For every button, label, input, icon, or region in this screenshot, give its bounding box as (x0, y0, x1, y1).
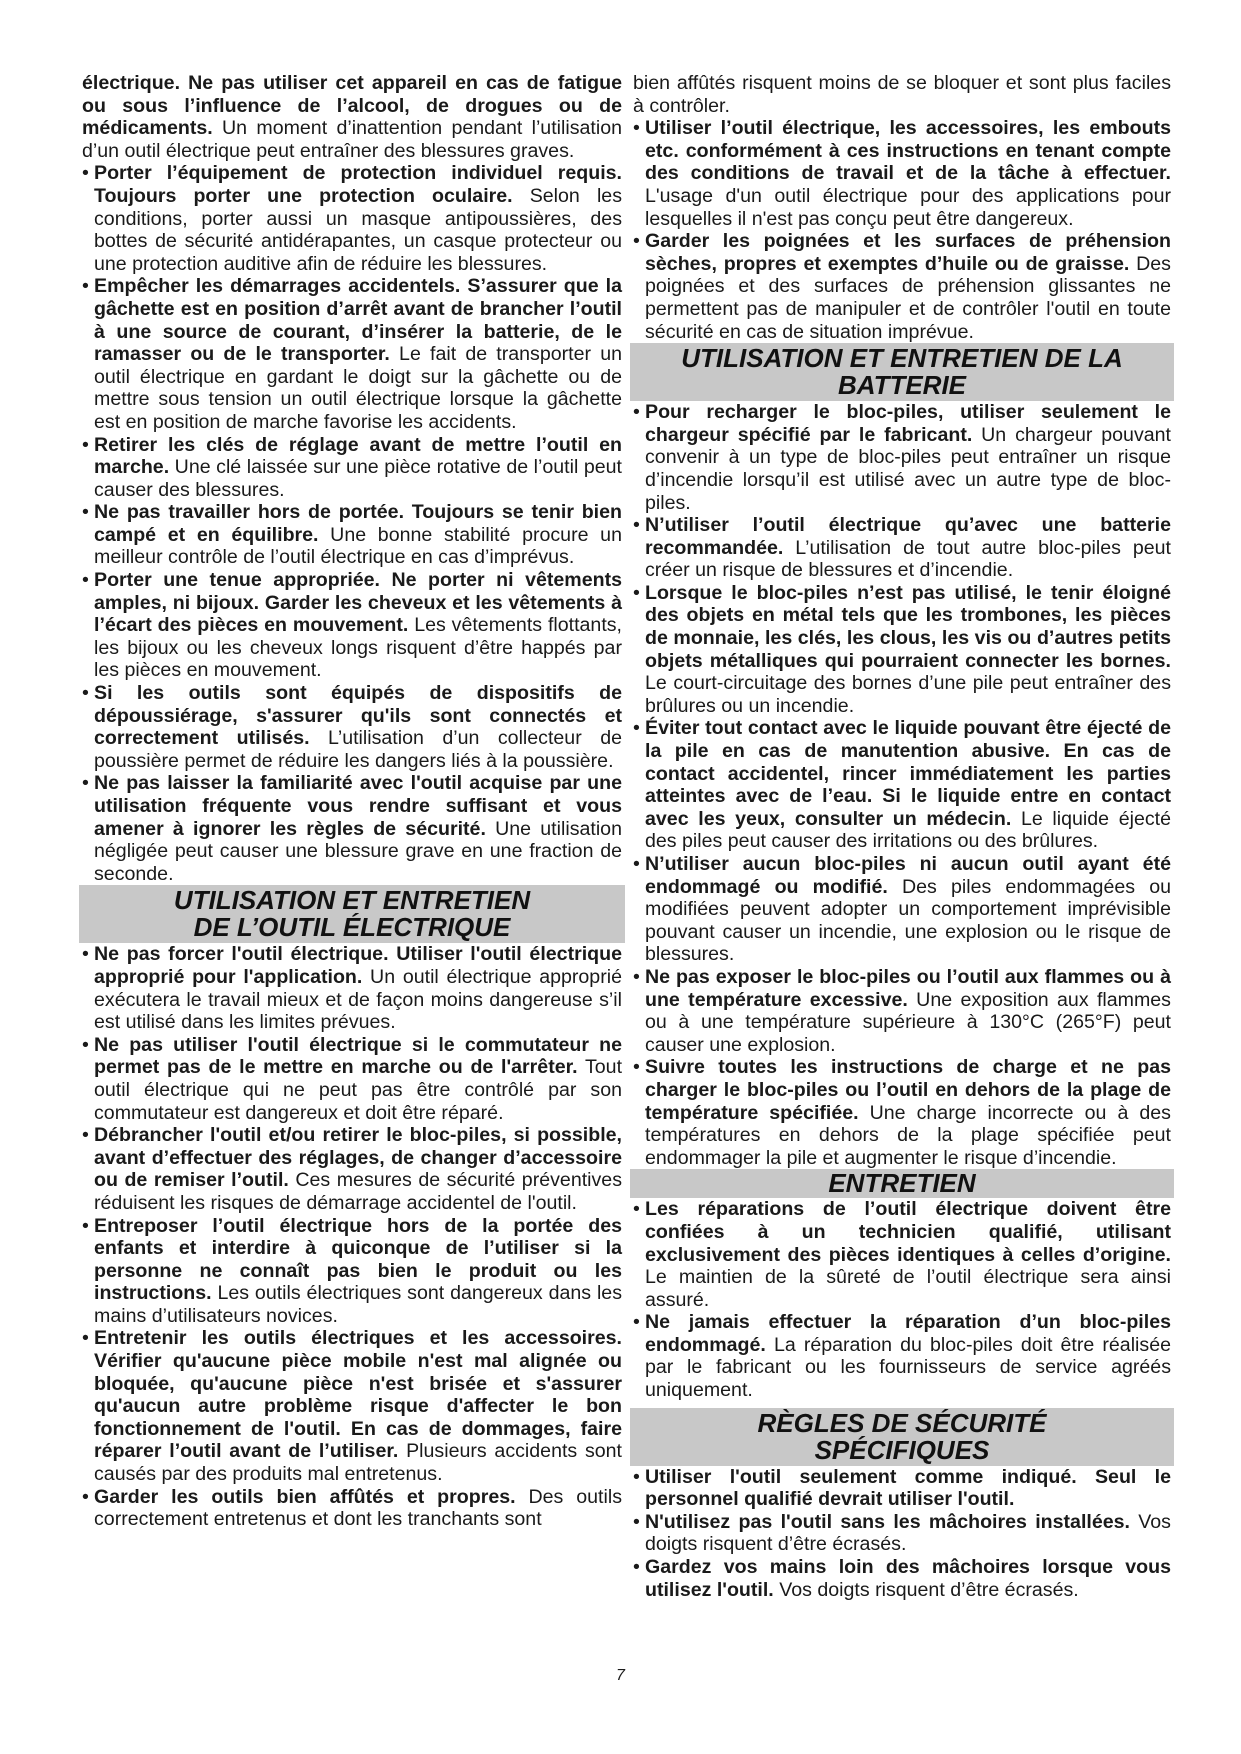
body-text: Vos doigts risquent d’être écrasés. (645, 1510, 1171, 1556)
bold-text: N’utiliser aucun bloc-piles ni aucun outil ayant été endommagé ou modifié. (645, 853, 1171, 898)
bold-text: Débrancher l'outil et/ou retirer le bloc-piles, si possible, avant d’effectuer des réglages, de changer d’accessoire ou de remiser l’outil. (94, 1124, 622, 1192)
body-text: Une exposition aux flammes ou à une température supérieure à 130°C (265°F) peut causer une explosion. (645, 988, 1171, 1056)
bold-text: Retirer les clés de réglage avant de mettre l’outil en marche. (94, 433, 622, 479)
body-text: Plusieurs accidents sont causés par des produits mal entretenus. (94, 1440, 623, 1486)
bold-text: Ne pas forcer l'outil électrique. Utiliser l'outil électrique approprié pour l'application. (94, 943, 622, 988)
bold-text: N'utilisez pas l'outil sans les mâchoires installées. (645, 1510, 1130, 1533)
bold-text: N’utiliser l’outil électrique qu’avec une batterie recommandée. (645, 514, 1171, 559)
bullet-item: • Ne pas laisser la familiarité avec l'outil acquise par une utilisation fréquente vous rendre suffisant et vous amener à ignorer les règles de sécurité. Une utilisation négligée peut causer une blessure grave en une fraction de seconde. (82, 772, 622, 885)
body-text: Un chargeur pouvant convenir à un type de bloc-piles peut entraîner un risque d’incendie lorsqu’il est utilisé avec un autre type de bloc-piles. (645, 423, 1171, 514)
bold-text: Gardez vos mains loin des mâchoires lorsque vous utilisez l'outil. (645, 1556, 1171, 1601)
bold-text: Utiliser l'outil seulement comme indiqué. Seul le personnel qualifié devrait utiliser l'outil. (645, 1465, 1171, 1511)
bullet-item: • Ne pas utiliser l'outil électrique si le commutateur ne permet pas de le mettre en marche ou de l'arrêter. Tout outil électrique qui ne peut pas être contrôlé par son commutateur est dangereux et doit être réparé. (82, 1033, 623, 1124)
bullet-item: • Ne pas forcer l'outil électrique. Utiliser l'outil électrique approprié pour l'application. Un outil électrique approprié exécutera le travail mieux et de façon moins dangereuse s’il est utilisé dans les limites prévues. (82, 943, 622, 1034)
bullet-item: • Lorsque le bloc-piles n’est pas utilisé, le tenir éloigné des objets en métal tels que les trombones, les pièces de monnaie, les clés, les clous, les vis ou d’autres petits objets métalliques qui pourraient connecter les bornes. Le court-circuitage des bornes d’une pile peut entraîner des brûlures ou un incendie. (633, 581, 1171, 717)
body-text: La réparation du bloc-piles doit être réalisée par le fabricant ou les fournisseurs de service agréés uniquement. (645, 1333, 1171, 1402)
body-text: L’utilisation de tout autre bloc-piles peut créer un risque de blessures et d’incendie. (645, 536, 1171, 582)
bold-text: Entretenir les outils électriques et les accessoires. Vérifier qu'aucune pièce mobile n'est mal alignée ou bloquée, qu'aucune pièce n'est brisée et s'assurer qu'aucun autre problème risque d'affecter le bon fonctionnement de l'outil. En cas de dommages, faire réparer l’outil avant de l’utiliser. (94, 1327, 622, 1463)
bullet-item: • Garder les outils bien affûtés et propres. Des outils correctement entretenus et dont les tranchants sont (82, 1485, 622, 1531)
body-text: L’utilisation d’un collecteur de poussière permet de réduire les dangers liés à la poussière. (94, 727, 622, 772)
bullet-item: • Porter une tenue appropriée. Ne porter ni vêtements amples, ni bijoux. Garder les cheveux et les vêtements à l’écart des pièces en mouvement. Les vêtements flottants, les bijoux ou les cheveux longs risquent d’être happés par les pièces en mouvement. (82, 569, 623, 682)
body-text: Une clé laissée sur une pièce rotative de l’outil peut causer des blessures. (94, 456, 622, 501)
bold-text: Garder les outils bien affûtés et propres. (94, 1485, 516, 1508)
section-heading-power-tool (79, 885, 625, 943)
heading-line: RÈGLES DE SÉCURITÉ (757, 1407, 1047, 1438)
bold-text: Porter une tenue appropriée. Ne porter ni vêtements amples, ni bijoux. Garder les cheveux et les vêtements à l’écart des pièces en mouvement. (94, 569, 622, 637)
bold-text: Si les outils sont équipés de dispositifs de dépoussiérage, s'assurer qu'ils sont connectés et correctement utilisés. (94, 682, 622, 750)
bullet-item: • Porter l’équipement de protection individuel requis. Toujours porter une protection oculaire. Selon les conditions, porter aussi un masque antipoussières, des bottes de sécurité antidérapantes, un casque protecteur ou une protection auditive afin de réduire les blessures. (82, 162, 622, 275)
body-text: Ces mesures de sécurité préventives réduisent les risques de démarrage accidentel de l'outil. (94, 1169, 622, 1214)
body-text: Le liquide éjecté des piles peut causer des irritations ou des brûlures. (645, 807, 1171, 853)
body-text: Une utilisation négligée peut causer une blessure grave en une fraction de seconde. (94, 817, 622, 885)
heading-line: UTILISATION ET ENTRETIEN DE LA (681, 343, 1123, 374)
body-text: Un outil électrique approprié exécutera le travail mieux et de façon moins dangereuse s’il est utilisé dans les limites prévues. (94, 965, 622, 1034)
bold-text: électrique. Ne pas utiliser cet appareil en cas de fatigue ou sous l’influence de l’alcool, de drogues ou de médicaments. (82, 72, 622, 140)
bullet-item: • Pour recharger le bloc-piles, utiliser seulement le chargeur spécifié par le fabricant. Un chargeur pouvant convenir à un type de bloc-piles peut entraîner un risque d’incendie lorsqu’il est utilisé avec un autre type de bloc-piles. (633, 401, 1171, 514)
bold-text: Éviter tout contact avec le liquide pouvant être éjecté de la pile en cas de manutention abusive. En cas de contact accidentel, rincer immédiatement les parties atteintes avec de l’eau. Si le liquide entre en contact avec les yeux, consulter un médecin. (645, 717, 1171, 830)
bullet-item: • Éviter tout contact avec le liquide pouvant être éjecté de la pile en cas de manutention abusive. En cas de contact accidentel, rincer immédiatement les parties atteintes avec de l’eau. Si le liquide entre en contact avec les yeux, consulter un médecin. Le liquide éjecté des piles peut causer des irritations ou des brûlures. (633, 717, 1171, 853)
bullet-item: • Si les outils sont équipés de dispositifs de dépoussiérage, s'assurer qu'ils sont connectés et correctement utilisés. L’utilisation d’un collecteur de poussière permet de réduire les dangers liés à la poussière. (82, 682, 622, 772)
body-text: Une charge incorrecte ou à des températures en dehors de la plage spécifiée peut endommager la pile et augmenter le risque d’incendie. (645, 1101, 1171, 1169)
bullet-item: • N'utilisez pas l'outil sans les mâchoires installées. Vos doigts risquent d’être écrasés. (633, 1510, 1171, 1556)
body-text: Un moment d’inattention pendant l’utilisation d’un outil électrique peut entraîner des blessures graves. (82, 117, 622, 162)
bold-text: Ne jamais effectuer la réparation d’un bloc-piles endommagé. (645, 1311, 1171, 1356)
body-text: Selon les conditions, porter aussi un masque antipoussières, des bottes de sécurité antidérapantes, un casque protecteur ou une protection auditive afin de réduire les blessures. (94, 184, 622, 275)
heading-line: BATTERIE (837, 370, 967, 401)
bullet-item: • Suivre toutes les instructions de charge et ne pas charger le bloc-piles ou l’outil en dehors de la plage de température spécifiée. Une charge incorrecte ou à des températures en dehors de la plage spécifiée peut endommager la pile et augmenter le risque d’incendie. (633, 1056, 1171, 1169)
body-text: Les vêtements flottants, les bijoux ou les cheveux longs risquent d’être happés par les pièces en mouvement. (94, 614, 623, 682)
right-column (633, 72, 1171, 1601)
paragraph: bien affûtés risquent moins de se bloquer et sont plus faciles à contrôler. (633, 72, 1171, 117)
bullet-item: • Retirer les clés de réglage avant de mettre l’outil en marche. Une clé laissée sur une pièce rotative de l’outil peut causer des blessures. (82, 433, 622, 501)
body-text: Des outils correctement entretenus et dont les tranchants sont (94, 1485, 622, 1531)
bullet-item: • N’utiliser l’outil électrique qu’avec une batterie recommandée. L’utilisation de tout autre bloc-piles peut créer un risque de blessures et d’incendie. (633, 514, 1171, 582)
bullet-item: • Entreposer l’outil électrique hors de la portée des enfants et interdire à quiconque de l’utiliser si la personne ne connaît pas bien le produit ou les instructions. Les outils électriques sont dangereux dans les mains d’utilisateurs novices. (82, 1214, 622, 1327)
section-heading-maintenance: ENTRETIEN (630, 1169, 1174, 1198)
body-text: Vos doigts risquent d’être écrasés. (773, 1578, 1079, 1601)
bold-text: Entreposer l’outil électrique hors de la portée des enfants et interdire à quiconque de l’utiliser si la personne ne connaît pas bien le produit ou les instructions. (94, 1214, 622, 1305)
body-text: Le maintien de la sûreté de l’outil électrique sera ainsi assuré. (645, 1266, 1171, 1311)
bold-text: Ne pas travailler hors de portée. Toujours se tenir bien campé et en équilibre. (94, 501, 622, 546)
left-column (82, 72, 622, 1531)
bullet-item: • Utiliser l’outil électrique, les accessoires, les embouts etc. conformément à ces instructions en tenant compte des conditions de travail et de la tâche à effectuer. L'usage d'un outil électrique pour des applications pour lesquelles il n'est pas conçu peut être dangereux. (633, 117, 1171, 230)
bold-text: Utiliser l’outil électrique, les accessoires, les embouts etc. conformément à ces instructions en tenant compte des conditions de travail et de la tâche à effectuer. (645, 117, 1171, 185)
bullet-item: • Ne pas exposer le bloc-piles ou l’outil aux flammes ou à une température excessive. Une exposition aux flammes ou à une température supérieure à 130°C (265°F) peut causer une explosion. (633, 965, 1171, 1056)
body-text: L'usage d'un outil électrique pour des applications pour lesquelles il n'est pas conçu peut être dangereux. (645, 184, 1171, 230)
bold-text: Les réparations de l’outil électrique doivent être confiées à un technicien qualifié, utilisant exclusivement des pièces identiques à celles d’origine. (645, 1198, 1171, 1266)
bold-text: Ne pas laisser la familiarité avec l'outil acquise par une utilisation fréquente vous rendre suffisant et vous amener à ignorer les règles de sécurité. (94, 772, 622, 840)
section-heading-specific-rules (630, 1408, 1174, 1466)
body-text: Tout outil électrique qui ne peut pas être contrôlé par son commutateur est dangereux et doit être réparé. (94, 1056, 623, 1124)
bullet-item: • N’utiliser aucun bloc-piles ni aucun outil ayant été endommagé ou modifié. Des piles endommagées ou modifiées peuvent adopter un comportement imprévisible pouvant causer un incendie, une explosion ou le risque de blessures. (633, 853, 1171, 966)
body-text: Des piles endommagées ou modifiées peuvent adopter un comportement imprévisible pouvant causer un incendie, une explosion ou le risque de blessures. (645, 875, 1171, 966)
bold-text: Porter l’équipement de protection individuel requis. Toujours porter une protection oculaire. (94, 162, 622, 207)
body-text: Une bonne stabilité procure un meilleur contrôle de l’outil électrique en cas d’imprévus. (94, 523, 622, 569)
bullet-item: • Gardez vos mains loin des mâchoires lorsque vous utilisez l'outil. Vos doigts risquent d’être écrasés. (633, 1556, 1171, 1601)
bold-text: Ne pas exposer le bloc-piles ou l’outil aux flammes ou à une température excessive. (645, 965, 1171, 1011)
bullet-item: • Utiliser l'outil seulement comme indiqué. Seul le personnel qualifié devrait utiliser l'outil. (633, 1465, 1171, 1511)
bullet-item: • Ne pas travailler hors de portée. Toujours se tenir bien campé et en équilibre. Une bonne stabilité procure un meilleur contrôle de l’outil électrique en cas d’imprévus. (82, 501, 622, 569)
bold-text: Ne pas utiliser l'outil électrique si le commutateur ne permet pas de le mettre en marche ou de l'arrêter. (94, 1033, 622, 1079)
bold-text: Suivre toutes les instructions de charge et ne pas charger le bloc-piles ou l’outil en dehors de la plage de température spécifiée. (645, 1056, 1171, 1124)
bullet-item: • Les réparations de l’outil électrique doivent être confiées à un technicien qualifié, utilisant exclusivement des pièces identiques à celles d’origine. Le maintien de la sûreté de l’outil électrique sera ainsi assuré. (633, 1198, 1171, 1311)
body-text: Des poignées et des surfaces de préhension glissantes ne permettent pas de manipuler et de contrôler l'outil en toute sécurité en cas de situation imprévue. (645, 252, 1171, 343)
bold-text: Garder les poignées et les surfaces de préhension sèches, propres et exemptes d’huile ou de graisse. (645, 230, 1171, 275)
heading-line: SPÉCIFIQUES (814, 1434, 990, 1465)
bullet-item: • Ne jamais effectuer la réparation d’un bloc-piles endommagé. La réparation du bloc-piles doit être réalisée par le fabricant ou les fournisseurs de service agréés uniquement. (633, 1311, 1171, 1402)
bold-text: Empêcher les démarrages accidentels. S’assurer que la gâchette est en position d’arrêt avant de brancher l’outil à une source de courant, d’insérer la batterie, de le ramasser ou de le transporter. (94, 275, 622, 366)
section-heading-battery (630, 343, 1174, 401)
body-text: Les outils électriques sont dangereux dans les mains d’utilisateurs novices. (94, 1282, 622, 1327)
body-text: Le fait de transporter un outil électrique en gardant le doigt sur la gâchette ou de mettre sous tension un outil électrique lorsque la gâchette est en position de marche favorise les accidents. (94, 343, 622, 433)
bold-text: Lorsque le bloc-piles n’est pas utilisé, le tenir éloigné des objets en métal tels que les trombones, les pièces de monnaie, les clés, les clous, les vis ou d’autres petits objets métalliques qui pourraient connecter les bornes. (645, 581, 1171, 672)
bullet-item: • Débrancher l'outil et/ou retirer le bloc-piles, si possible, avant d’effectuer des réglages, de changer d’accessoire ou de remiser l’outil. Ces mesures de sécurité préventives réduisent les risques de démarrage accidentel de l'outil. (82, 1124, 622, 1214)
heading-line: DE L’OUTIL ÉLECTRIQUE (193, 912, 511, 943)
heading-line: UTILISATION ET ENTRETIEN (173, 885, 531, 916)
bullet-item: • Garder les poignées et les surfaces de préhension sèches, propres et exemptes d’huile ou de graisse. Des poignées et des surfaces de préhension glissantes ne permettent pas de manipuler et de contrôler l'outil en toute sécurité en cas de situation imprévue. (633, 230, 1171, 343)
paragraph (82, 72, 622, 162)
bold-text: Pour recharger le bloc-piles, utiliser seulement le chargeur spécifié par le fabricant. (645, 401, 1171, 446)
body-text: Le court-circuitage des bornes d’une pile peut entraîner des brûlures ou un incendie. (645, 672, 1171, 717)
bullet-item: • Entretenir les outils électriques et les accessoires. Vérifier qu'aucune pièce mobile n'est mal alignée ou bloquée, qu'aucune pièce n'est brisée et s'assurer qu'aucun autre problème risque d'affecter le bon fonctionnement de l'outil. En cas de dommages, faire réparer l’outil avant de l’utiliser. Plusieurs accidents sont causés par des produits mal entretenus. (82, 1327, 623, 1486)
bullet-item: • Empêcher les démarrages accidentels. S’assurer que la gâchette est en position d’arrêt avant de brancher l’outil à une source de courant, d’insérer la batterie, de le ramasser ou de le transporter. Le fait de transporter un outil électrique en gardant le doigt sur la gâchette ou de mettre sous tension un outil électrique lorsque la gâchette est en position de marche favorise les accidents. (82, 275, 622, 433)
page-number: 7 (616, 1667, 625, 1684)
